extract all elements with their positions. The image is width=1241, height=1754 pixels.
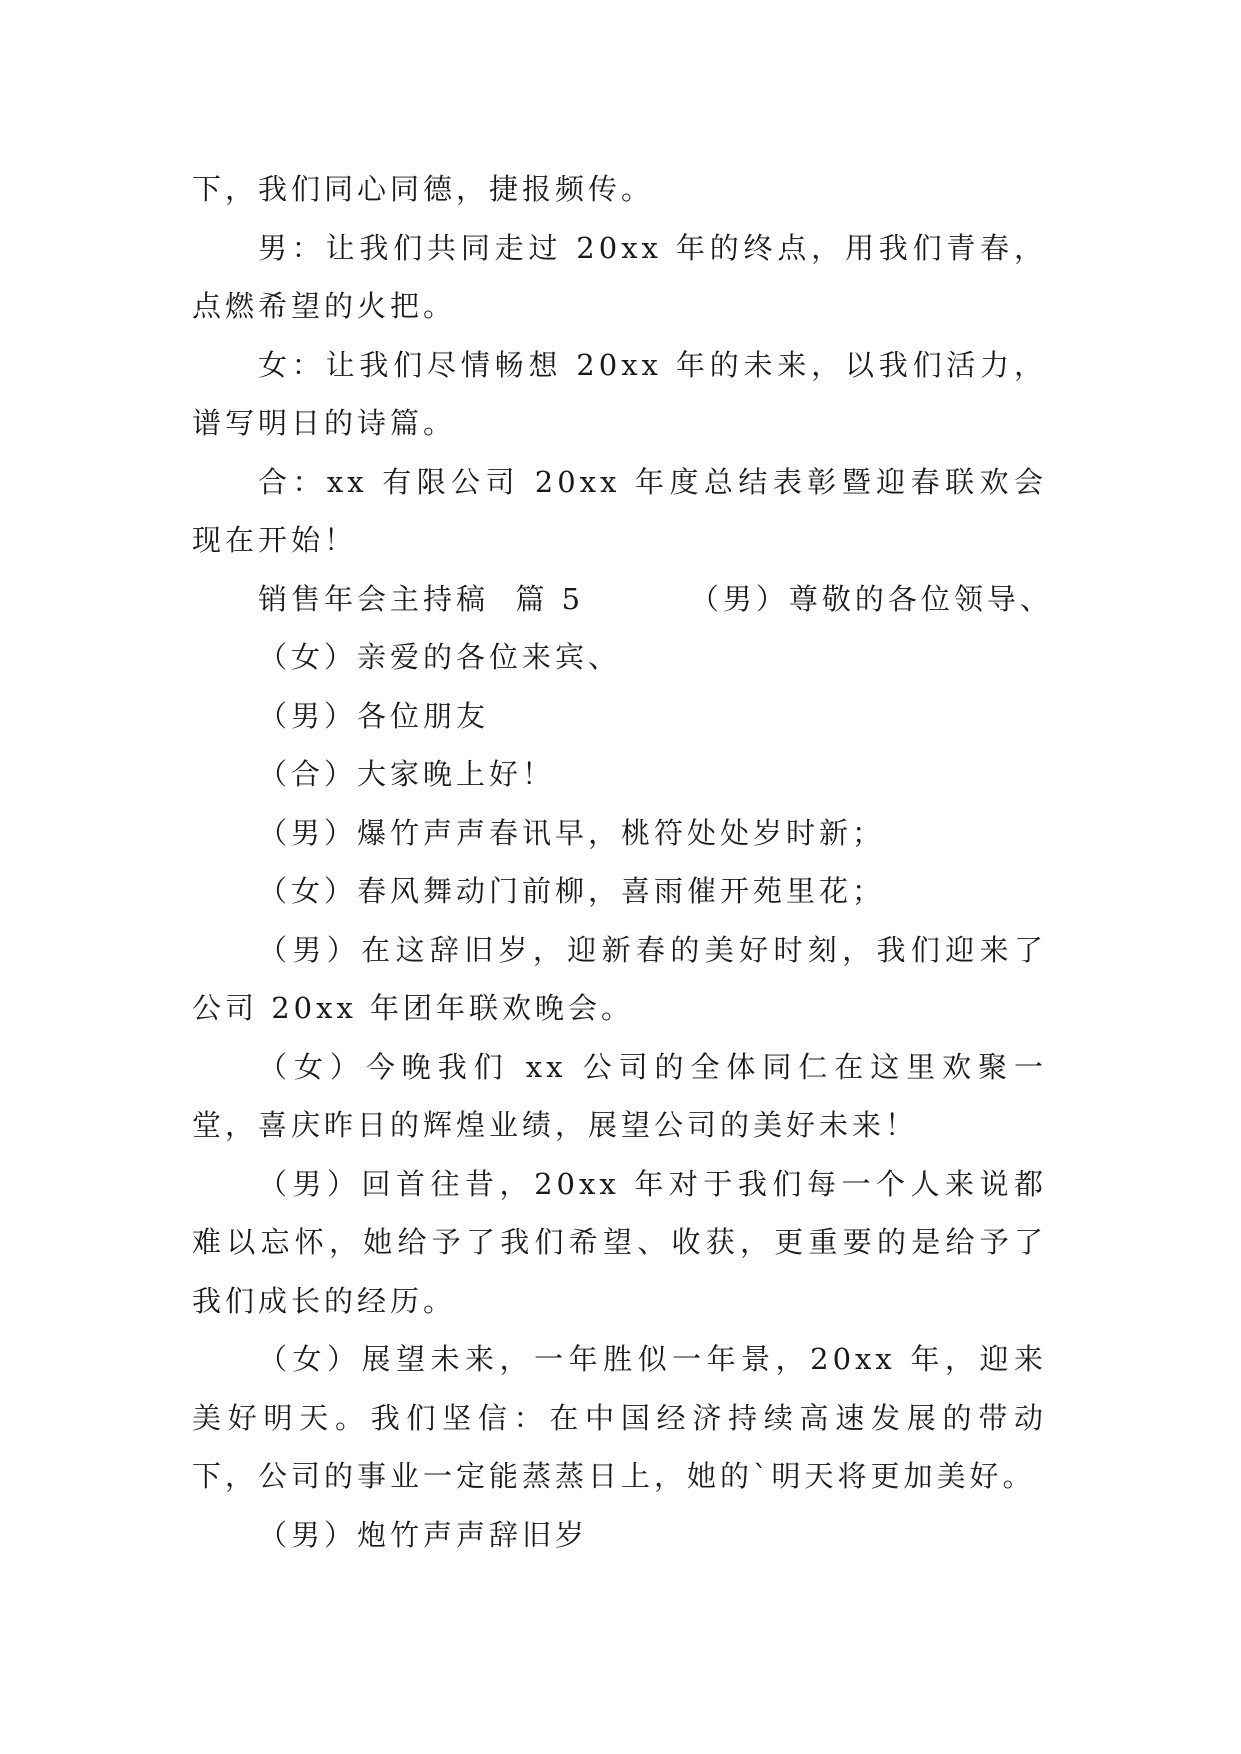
speaker-label: （女） <box>258 874 358 908</box>
paragraph <box>192 862 1047 921</box>
speaker-label: （女） <box>258 1342 362 1376</box>
speaker-label: （男） <box>258 815 358 850</box>
paragraph <box>192 804 1047 863</box>
paragraph-text: 各位朋友 <box>357 698 490 733</box>
paragraph-text: 回首往昔，20xx 年对于我们每一个人来说都难以忘怀，她给予了我们希望、收获，更重要的是给予了我们成长的经历。 <box>192 1166 1047 1318</box>
paragraph <box>192 1038 1047 1155</box>
paragraph-text: 炮竹声声辞旧岁 <box>357 1517 589 1552</box>
paragraph <box>192 453 1047 570</box>
speaker-label: （男） <box>258 932 362 967</box>
paragraph-text: 今晚我们 xx 公司的全体同仁在这里欢聚一堂，喜庆昨日的辉煌业绩，展望公司的美好未来！ <box>192 1049 1047 1142</box>
paragraph <box>192 336 1047 453</box>
paragraph <box>192 687 1047 746</box>
paragraph-text: 大家晚上好！ <box>357 757 556 791</box>
document-body <box>192 160 1053 1564</box>
paragraph-text: 下，我们同心同德，捷报频传。 <box>192 172 655 206</box>
paragraph <box>192 628 1047 687</box>
paragraph <box>192 1506 1047 1565</box>
speaker-label: 女： <box>258 347 326 382</box>
speaker-label: 男： <box>258 230 326 265</box>
speaker-label: （男） <box>258 698 358 733</box>
paragraph <box>192 160 1047 219</box>
paragraph-text: 爆竹声声春讯早，桃符处处岁时新； <box>357 815 886 850</box>
paragraph-text: xx 有限公司 20xx 年度总结表彰暨迎春联欢会现在开始！ <box>192 464 1047 557</box>
speaker-label: （女） <box>258 1049 366 1084</box>
speaker-label: （女） <box>258 640 358 674</box>
paragraph-text: 销售年会主持稿 篇 5 （男）尊敬的各位领导、 <box>258 581 1053 616</box>
speaker-label: （男） <box>258 1166 362 1201</box>
section-heading-line <box>192 570 1053 629</box>
paragraph <box>192 1155 1047 1331</box>
speaker-label: 合： <box>258 464 327 499</box>
paragraph-text: 让我们共同走过 20xx 年的终点，用我们青春，点燃希望的火把。 <box>192 230 1047 323</box>
paragraph <box>192 1330 1047 1506</box>
paragraph-text: 在这辞旧岁，迎新春的美好时刻，我们迎来了公司 20xx 年团年联欢晚会。 <box>192 932 1047 1025</box>
paragraph-text: 春风舞动门前柳，喜雨催开苑里花； <box>357 874 886 908</box>
speaker-label: （合） <box>258 757 358 791</box>
paragraph <box>192 921 1047 1038</box>
paragraph-text: 亲爱的各位来宾、 <box>357 640 622 674</box>
speaker-label: （男） <box>258 1517 358 1552</box>
paragraph-text: 让我们尽情畅想 20xx 年的未来，以我们活力，谱写明日的诗篇。 <box>192 347 1047 440</box>
paragraph <box>192 745 1047 804</box>
paragraph <box>192 219 1047 336</box>
paragraph-text: 展望未来，一年胜似一年景，20xx 年，迎来美好明天。我们坚信：在中国经济持续高速发展的带动下，公司的事业一定能蒸蒸日上，她的`明天将更加美好。 <box>192 1342 1047 1493</box>
